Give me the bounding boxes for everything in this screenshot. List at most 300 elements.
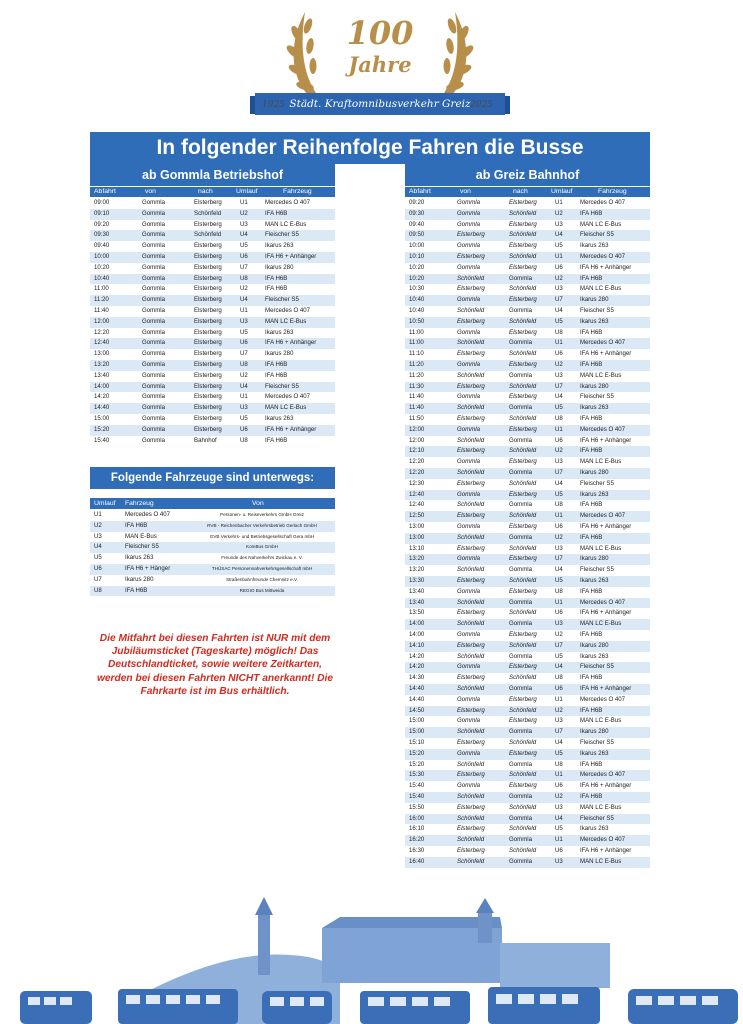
from-cell: Gommla	[142, 199, 166, 206]
table-row	[90, 230, 335, 241]
circuit-cell: U1	[94, 511, 102, 518]
table-row	[405, 770, 650, 781]
to-cell: Schönfeld	[509, 803, 537, 811]
to-cell: Elsterberg	[194, 339, 222, 347]
departure-cell: 14:40	[94, 404, 110, 412]
departure-cell: 10:30	[409, 285, 425, 293]
to-cell: Elsterberg	[509, 631, 537, 638]
to-cell: Elsterberg	[509, 199, 537, 206]
from-cell: Gommla	[457, 393, 481, 401]
departure-cell: 09:00	[94, 199, 110, 206]
to-cell: Elsterberg	[194, 274, 222, 282]
to-cell: Gommla	[509, 404, 533, 412]
vehicle-cell: Ikarus 263	[580, 490, 609, 498]
vehicle-cell: IFA H6B	[580, 415, 603, 422]
col-fahrzeug: Fahrzeug	[598, 188, 627, 195]
from-cell: Gommla	[142, 415, 166, 422]
departure-cell: 13:40	[409, 587, 425, 595]
departure-cell: 10:40	[94, 274, 110, 282]
table-row	[405, 857, 650, 868]
departure-cell: 11:10	[409, 350, 424, 358]
to-cell: Elsterberg	[194, 361, 222, 368]
departure-cell: 10:10	[409, 253, 425, 260]
table-row	[405, 619, 650, 630]
col-umlauf: Umlauf	[236, 188, 258, 195]
from-cell: Gommla	[457, 555, 481, 563]
vehicle-cell: MAN LC E-Bus	[580, 285, 622, 293]
departure-cell: 11:20	[409, 361, 424, 368]
from-cell: Elsterberg	[457, 847, 485, 854]
table-row	[405, 673, 650, 684]
to-cell: Gommla	[509, 339, 533, 347]
to-cell: Schönfeld	[509, 706, 537, 714]
to-cell: Elsterberg	[194, 425, 222, 433]
to-cell: Schönfeld	[509, 317, 537, 325]
to-cell: Gommla	[509, 836, 533, 844]
to-cell: Gommla	[509, 469, 533, 476]
vehicle-cell: Fleischer S5	[265, 231, 299, 239]
from-cell: Elsterberg	[457, 415, 485, 422]
to-cell: Gommla	[509, 685, 533, 692]
circuit-cell: U2	[94, 521, 102, 529]
year-start: 1925	[262, 100, 285, 110]
vehicle-cell: IFA H6B	[580, 447, 603, 455]
from-cell: Gommla	[457, 717, 481, 725]
circuit-cell: U3	[240, 220, 248, 228]
vehicle-cell: MAN LC E-Bus	[580, 857, 622, 865]
table-row	[405, 565, 650, 576]
circuit-cell: U1	[555, 836, 563, 844]
departure-cell: 13:00	[409, 523, 425, 530]
table-row	[90, 510, 335, 521]
vehicle-cell: Fleischer S5	[265, 296, 299, 304]
to-cell: Elsterberg	[194, 371, 222, 379]
vehicle-cell: Ikarus 263	[265, 328, 294, 336]
table-row	[405, 263, 650, 274]
circuit-cell: U4	[555, 814, 563, 822]
circuit-cell: U4	[240, 231, 248, 239]
departure-cell: 12:20	[409, 469, 425, 476]
vehicle-cell: IFA H6B	[580, 274, 603, 282]
from-cell: Gommla	[457, 328, 481, 336]
from-cell: Schönfeld	[457, 685, 485, 692]
from-cell: Gommla	[457, 587, 481, 595]
year-end: 2025	[470, 100, 493, 110]
vehicle-cell: IFA H6B	[580, 793, 603, 800]
vehicle-cell: Mercedes O 407	[580, 253, 626, 260]
vehicle-cell: Mercedes O 407	[265, 199, 311, 206]
from-cell: Gommla	[142, 317, 166, 325]
departure-cell: 09:10	[94, 209, 110, 217]
vehicle-cell: Ikarus 263	[580, 577, 609, 584]
circuit-cell: U3	[555, 458, 563, 466]
from-cell: Gommla	[142, 274, 166, 282]
circuit-cell: U5	[240, 242, 248, 250]
to-cell: Schönfeld	[509, 447, 537, 455]
vehicle-cell: Mercedes O 407	[265, 307, 311, 314]
table-row	[90, 328, 335, 339]
circuit-cell: U8	[240, 436, 248, 444]
to-cell: Elsterberg	[194, 199, 222, 206]
circuit-cell: U8	[555, 760, 563, 768]
vehicle-cell: Mercedes O 407	[580, 339, 626, 347]
table-row	[405, 230, 650, 241]
table-row	[90, 295, 335, 306]
vehicle-cell: IFA H6B	[580, 706, 603, 714]
left-schedule-heading: ab Gommla Betriebshof	[90, 164, 335, 186]
from-cell: Gommla	[142, 328, 166, 336]
departure-cell: 15:00	[409, 717, 425, 725]
vehicle-cell: Fleischer S5	[580, 231, 614, 239]
to-cell: Elsterberg	[194, 328, 222, 336]
vehicle-cell: IFA H6B	[265, 274, 288, 282]
circuit-cell: U4	[555, 566, 563, 574]
to-cell: Gommla	[509, 274, 533, 282]
circuit-cell: U2	[240, 285, 248, 293]
from-cell: Elsterberg	[457, 609, 485, 617]
right-schedule-heading: ab Greiz Bahnhof	[405, 164, 650, 186]
departure-cell: 11:20	[409, 371, 424, 379]
from-cell: Elsterberg	[457, 479, 485, 487]
from-cell: Gommla	[457, 490, 481, 498]
table-row	[405, 500, 650, 511]
departure-cell: 14:00	[94, 382, 110, 390]
from-cell: Gommla	[457, 782, 481, 790]
vehicle-cell: IFA H6B	[580, 587, 603, 595]
to-cell: Gommla	[509, 371, 533, 379]
circuit-cell: U1	[240, 393, 248, 401]
from-cell: Gommla	[142, 296, 166, 304]
left-column-headers	[90, 187, 335, 197]
owner-cell: REGIO Bus Mittweida	[239, 587, 285, 593]
circuit-cell: U5	[555, 490, 563, 498]
table-row	[405, 198, 650, 209]
table-row	[405, 684, 650, 695]
departure-cell: 14:30	[409, 674, 425, 682]
departure-cell: 16:10	[409, 825, 425, 833]
from-cell: Gommla	[142, 242, 166, 250]
table-row	[405, 727, 650, 738]
departure-cell: 15:40	[409, 793, 425, 800]
page-title: In folgender Reihenfolge Fahren die Busse	[156, 136, 584, 159]
table-row	[405, 371, 650, 382]
table-row	[90, 263, 335, 274]
vehicle-cell: IFA H6 + Anhänger	[580, 263, 632, 271]
circuit-cell: U1	[555, 695, 563, 703]
vehicle-cell: MAN LC E-Bus	[265, 404, 307, 412]
departure-cell: 12:30	[409, 479, 425, 487]
departure-cell: 10:50	[409, 317, 425, 325]
table-row	[405, 630, 650, 641]
table-row	[405, 403, 650, 414]
circuit-cell: U6	[555, 685, 563, 692]
departure-cell: 13:00	[409, 533, 425, 541]
from-cell: Gommla	[142, 436, 166, 444]
col-von: von	[460, 188, 471, 195]
circuit-cell: U7	[555, 555, 563, 563]
circuit-cell: U2	[240, 371, 248, 379]
to-cell: Elsterberg	[194, 393, 222, 401]
to-cell: Elsterberg	[194, 350, 222, 358]
logo-number: 100	[346, 14, 414, 52]
vehicle-cell: Fleischer S5	[580, 307, 614, 314]
from-cell: Schönfeld	[457, 857, 485, 865]
to-cell: Elsterberg	[509, 749, 537, 757]
owner-cell: THÜSAC Personennahverkehrsgesellschaft mbH	[211, 566, 313, 571]
to-cell: Elsterberg	[509, 361, 537, 368]
circuit-cell: U1	[555, 253, 563, 260]
table-row	[90, 338, 335, 349]
from-cell: Gommla	[142, 253, 166, 260]
table-row	[90, 349, 335, 360]
circuit-cell: U7	[240, 350, 248, 358]
table-row	[405, 576, 650, 587]
departure-cell: 13:30	[409, 577, 425, 584]
from-cell: Gommla	[457, 361, 481, 368]
to-cell: Schönfeld	[509, 512, 537, 520]
circuit-cell: U3	[240, 404, 248, 412]
departure-cell: 09:20	[409, 199, 425, 206]
from-cell: Schönfeld	[457, 728, 485, 736]
vehicle-cell: Mercedes O 407	[580, 771, 626, 779]
owner-cell: Personen- u. Reiseverkehrs GmbH Greiz	[220, 512, 304, 517]
to-cell: Elsterberg	[509, 328, 537, 336]
table-row	[90, 198, 335, 209]
departure-cell: 09:40	[409, 220, 425, 228]
col-umlauf: Umlauf	[551, 188, 573, 195]
to-cell: Gommla	[509, 652, 533, 660]
table-row	[405, 392, 650, 403]
circuit-cell: U1	[555, 771, 563, 779]
vehicle-cell: IFA H6B	[265, 371, 288, 379]
vehicle-cell: IFA H6B	[580, 760, 603, 768]
circuit-cell: U5	[555, 825, 563, 833]
departure-cell: 15:40	[409, 782, 425, 790]
from-cell: Gommla	[457, 425, 481, 433]
from-cell: Schönfeld	[457, 566, 485, 574]
table-row	[405, 846, 650, 857]
to-cell: Schönfeld	[509, 350, 537, 358]
table-row	[405, 716, 650, 727]
circuit-cell: U3	[555, 371, 563, 379]
departure-cell: 10:40	[409, 307, 425, 314]
table-row	[405, 446, 650, 457]
table-row	[405, 457, 650, 468]
vehicle-cell: MAN E-Bus	[125, 532, 157, 540]
departure-cell: 15:00	[94, 415, 110, 422]
departure-cell: 13:20	[94, 361, 110, 368]
from-cell: Elsterberg	[457, 512, 485, 520]
from-cell: Gommla	[457, 242, 481, 250]
from-cell: Elsterberg	[457, 285, 485, 293]
table-row	[405, 814, 650, 825]
owner-cell: RVB - Reichenbacher Verkehrsbetrieb Gerlach GmbH	[207, 522, 317, 528]
circuit-cell: U5	[555, 242, 563, 250]
table-row	[405, 587, 650, 598]
to-cell: Gommla	[509, 728, 533, 736]
circuit-cell: U2	[555, 274, 563, 282]
circuit-cell: U3	[555, 285, 563, 293]
circuit-cell: U7	[94, 575, 102, 583]
from-cell: Schönfeld	[457, 404, 485, 412]
from-cell: Elsterberg	[457, 825, 485, 833]
departure-cell: 14:10	[409, 641, 425, 649]
table-row	[405, 695, 650, 706]
circuit-cell: U4	[555, 663, 563, 671]
table-row	[90, 274, 335, 285]
departure-cell: 09:40	[94, 242, 110, 250]
departure-cell: 12:00	[409, 436, 425, 444]
vehicle-cell: MAN LC E-Bus	[580, 544, 622, 552]
vehicle-cell: IFA H6 + Anhänger	[580, 782, 632, 790]
departure-cell: 13:40	[94, 371, 110, 379]
vehicle-cell: IFA H6 + Anhänger	[265, 425, 317, 433]
table-row	[405, 338, 650, 349]
table-row	[405, 662, 650, 673]
circuit-cell: U8	[555, 415, 563, 422]
vehicle-cell: Ikarus 280	[580, 469, 609, 476]
vehicle-cell: IFA H6B	[580, 361, 603, 368]
to-cell: Gommla	[509, 598, 533, 606]
table-row	[405, 328, 650, 339]
circuit-cell: U3	[555, 717, 563, 725]
vehicle-cell: MAN LC E-Bus	[580, 717, 622, 725]
table-row	[405, 220, 650, 231]
vehicle-cell: IFA H6B	[265, 285, 288, 293]
from-cell: Elsterberg	[457, 674, 485, 682]
table-row	[90, 252, 335, 263]
right-column-headers	[405, 187, 650, 197]
table-row	[405, 792, 650, 803]
to-cell: Elsterberg	[509, 717, 537, 725]
to-cell: Schönfeld	[509, 231, 537, 239]
to-cell: Gommla	[509, 793, 533, 800]
vehicle-cell: Mercedes O 407	[125, 511, 171, 518]
from-cell: Schönfeld	[457, 793, 485, 800]
departure-cell: 11:40	[409, 404, 424, 412]
circuit-cell: U6	[240, 339, 248, 347]
circuit-cell: U1	[555, 425, 563, 433]
to-cell: Schönfeld	[194, 209, 222, 217]
circuit-cell: U4	[555, 231, 563, 239]
departure-cell: 12:20	[409, 458, 425, 466]
from-cell: Schönfeld	[457, 598, 485, 606]
circuit-cell: U6	[555, 609, 563, 617]
table-row	[405, 468, 650, 479]
circuit-cell: U7	[555, 728, 563, 736]
from-cell: Gommla	[142, 285, 166, 293]
from-cell: Elsterberg	[457, 544, 485, 552]
col-fahrzeug: Fahrzeug	[283, 188, 312, 195]
table-row	[90, 371, 335, 382]
circuit-cell: U3	[555, 803, 563, 811]
vehicle-cell: Fleischer S5	[580, 393, 614, 401]
to-cell: Elsterberg	[509, 296, 537, 304]
from-cell: Elsterberg	[457, 771, 485, 779]
to-cell: Schönfeld	[509, 674, 537, 682]
from-cell: Elsterberg	[457, 803, 485, 811]
vehicle-cell: IFA H6 + Anhänger	[580, 609, 632, 617]
departure-cell: 15:30	[409, 771, 425, 779]
to-cell: Schönfeld	[509, 209, 537, 217]
circuit-cell: U8	[555, 674, 563, 682]
from-cell: Schönfeld	[457, 339, 485, 347]
vehicle-cell: Ikarus 263	[580, 242, 609, 250]
vehicle-cell: Fleischer S5	[125, 543, 159, 551]
vehicle-cell: Fleischer S5	[265, 382, 299, 390]
table-row	[405, 306, 650, 317]
departure-cell: 12:40	[94, 339, 110, 347]
from-cell: Gommla	[142, 425, 166, 433]
to-cell: Elsterberg	[194, 415, 222, 422]
departure-cell: 16:00	[409, 814, 425, 822]
departure-cell: 15:20	[94, 425, 110, 433]
from-cell: Gommla	[457, 458, 481, 466]
from-cell: Elsterberg	[457, 447, 485, 455]
departure-cell: 12:00	[409, 425, 425, 433]
vehicle-cell: IFA H6B	[125, 521, 148, 529]
from-cell: Gommla	[142, 393, 166, 401]
departure-cell: 09:30	[94, 231, 110, 239]
table-row	[90, 360, 335, 371]
vehicle-cell: IFA H6 + Anhänger	[580, 436, 632, 444]
from-cell: Elsterberg	[457, 382, 485, 390]
table-row	[90, 392, 335, 403]
from-cell: Elsterberg	[457, 641, 485, 649]
vehicle-cell: Ikarus 280	[580, 555, 609, 563]
vehicle-cell: MAN LC E-Bus	[265, 220, 307, 228]
departure-cell: 12:40	[409, 490, 425, 498]
from-cell: Schönfeld	[457, 469, 485, 476]
to-cell: Gommla	[509, 814, 533, 822]
from-cell: Gommla	[142, 339, 166, 347]
to-cell: Schönfeld	[194, 231, 222, 239]
table-row	[405, 544, 650, 555]
vehicle-cell: Fleischer S5	[580, 663, 614, 671]
owner-cell: Straßenbahnfreunde Chemnitz e.V.	[226, 576, 298, 582]
circuit-cell: U7	[555, 469, 563, 476]
table-row	[405, 317, 650, 328]
to-cell: Elsterberg	[194, 253, 222, 260]
to-cell: Schönfeld	[509, 285, 537, 293]
to-cell: Schönfeld	[509, 771, 537, 779]
departure-cell: 15:40	[94, 436, 110, 444]
col-abfahrt: Abfahrt	[94, 188, 116, 195]
departure-cell: 15:00	[409, 728, 425, 736]
departure-cell: 16:40	[409, 857, 425, 865]
to-cell: Elsterberg	[194, 317, 222, 325]
table-row	[405, 554, 650, 565]
vehicle-cell: IFA H6B	[265, 209, 288, 217]
from-cell: Gommla	[457, 749, 481, 757]
to-cell: Gommla	[509, 501, 533, 509]
to-cell: Elsterberg	[194, 242, 222, 250]
circuit-cell: U1	[555, 512, 563, 520]
owner-cell: GVB Verkehrs- und Betriebsgesellschaft Gera mbH	[209, 533, 315, 539]
to-cell: Bahnhof	[194, 436, 217, 444]
departure-cell: 13:10	[409, 544, 425, 552]
circuit-cell: U2	[555, 447, 563, 455]
vehicle-cell: Fleischer S5	[580, 739, 614, 746]
departure-cell: 10:40	[409, 296, 425, 304]
from-cell: Schönfeld	[457, 533, 485, 541]
from-cell: Elsterberg	[457, 350, 485, 358]
from-cell: Elsterberg	[457, 317, 485, 325]
to-cell: Schönfeld	[509, 609, 537, 617]
to-cell: Schönfeld	[509, 479, 537, 487]
circuit-cell: U4	[555, 307, 563, 314]
table-row	[405, 598, 650, 609]
